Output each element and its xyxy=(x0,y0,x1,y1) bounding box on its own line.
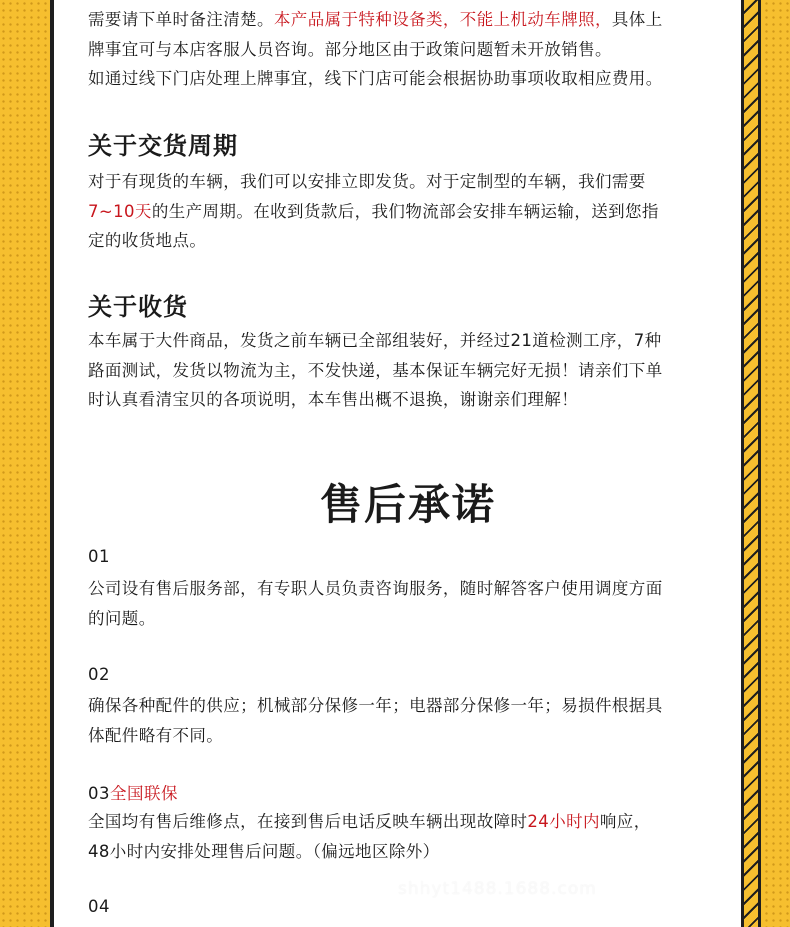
item-03-text: 全国均有售后维修点，在接到售后电话反映车辆出现故障时 xyxy=(88,812,528,831)
intro-line-2: 牌事宜可与本店客服人员咨询。部分地区由于政策问题暂未开放销售。 xyxy=(88,39,612,59)
item-02-line-1: 确保各种配件的供应；机械部分保修一年；电器部分保修一年；易损件根据具 xyxy=(88,696,663,715)
item-02-line-2: 体配件略有不同。 xyxy=(88,725,224,745)
license-warning: 本产品属于特种设备类，不能上机动车牌照， xyxy=(273,10,612,29)
intro-line-3: 如通过线下门店处理上牌事宜，线下门店可能会根据协助事项收取相应费用。 xyxy=(88,69,663,88)
receiving-line-1: 本车属于大件商品，发货之前车辆已全部组装好，并经过21道检测工序，7种 xyxy=(88,331,662,350)
delivery-line-3: 定的收货地点。 xyxy=(88,231,207,250)
after-sales-item-03-body xyxy=(88,807,651,866)
production-days: 7~10天 xyxy=(88,201,152,221)
nationwide-warranty-title: 全国联保 xyxy=(110,784,178,803)
item-number: 01 xyxy=(88,547,110,566)
receiving-line-2: 路面测试，发货以物流为主，不发快递，基本保证车辆完好无损！请亲们下单 xyxy=(88,360,663,380)
delivery-line-2 xyxy=(88,197,659,227)
item-01-line-1: 公司设有售后服务部，有专职人员负责咨询服务，随时解答客户使用调度方面 xyxy=(88,579,663,598)
delivery-paragraph xyxy=(88,167,659,256)
response-time: 24小时内 xyxy=(527,812,600,831)
intro-text: 具体上 xyxy=(611,10,663,29)
after-sales-item-01-body xyxy=(88,574,663,633)
intro-text: 需要请下单时备注清楚。 xyxy=(88,10,274,29)
right-striped-border xyxy=(741,0,761,927)
item-number-with-title xyxy=(88,780,178,804)
item-number: 03 xyxy=(88,784,110,803)
after-sales-item-02-body xyxy=(88,691,663,750)
delivery-text: 的生产周期。在收到货款后，我们物流部会安排车辆运输，送到您指 xyxy=(151,201,659,221)
receiving-paragraph xyxy=(88,326,663,415)
item-number: 02 xyxy=(88,665,110,684)
left-dotted-border xyxy=(0,0,50,927)
intro-paragraph xyxy=(88,5,663,94)
item-number: 04 xyxy=(88,897,110,916)
after-sales-item-01 xyxy=(88,547,110,566)
after-sales-item-04 xyxy=(88,897,110,916)
delivery-heading: 关于交货周期 xyxy=(88,132,238,160)
receiving-heading: 关于收货 xyxy=(88,293,188,321)
after-sales-item-03 xyxy=(88,780,178,804)
after-sales-title: 售后承诺 xyxy=(319,480,496,529)
after-sales-item-02 xyxy=(88,665,110,684)
store-watermark: shhyt1488.1688.com xyxy=(398,879,597,899)
item-03-line-1 xyxy=(88,807,651,837)
item-01-line-2: 的问题。 xyxy=(88,608,156,628)
intro-line-1 xyxy=(88,5,663,35)
item-03-text: 响应， xyxy=(599,812,651,831)
item-03-line-2: 48小时内安排处理售后问题。（偏远地区除外） xyxy=(88,841,440,861)
receiving-line-3: 时认真看清宝贝的各项说明，本车售出概不退换，谢谢亲们理解！ xyxy=(88,390,579,409)
delivery-line-1: 对于有现货的车辆，我们可以安排立即发货。对于定制型的车辆，我们需要 xyxy=(88,172,646,191)
